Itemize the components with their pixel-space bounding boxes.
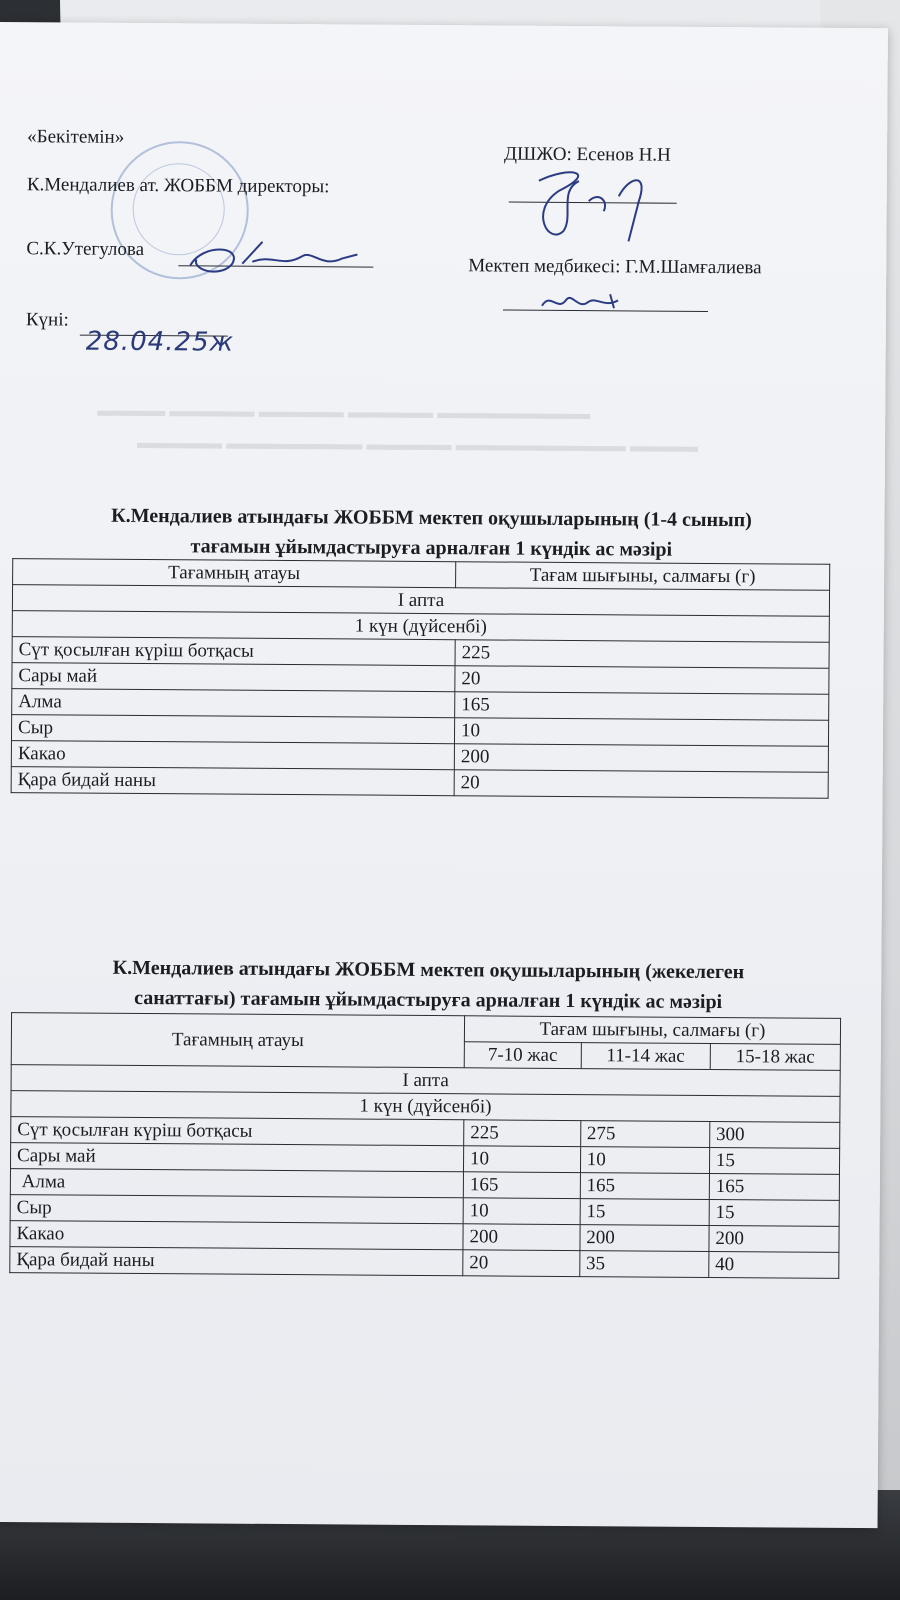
dish-name: Какао — [11, 741, 454, 770]
bleed-through-text: ▬▬▬▬▬ ▬▬▬▬▬▬▬▬ ▬▬▬▬▬ ▬▬▬▬▬▬▬▬▬▬ ▬▬▬▬ — [137, 432, 699, 456]
nurse-signature — [538, 288, 628, 317]
nurse-line: Мектеп медбикесі: Г.М.Шамғалиева — [468, 255, 762, 279]
menu2-title — [13, 952, 843, 1018]
col-name-header: Тағамның атауы — [11, 1013, 464, 1068]
dish-name: Алма — [10, 1169, 463, 1198]
weight-7-10: 165 — [463, 1172, 580, 1199]
menu2-title-line2: санаттағы) тағамын ұйымдастыруға арналған 1 күндік ас мәзірі — [134, 986, 723, 1014]
dish-weight: 225 — [455, 640, 829, 669]
weight-7-10: 200 — [463, 1224, 580, 1251]
weight-15-18: 40 — [709, 1251, 839, 1278]
table-row — [10, 1247, 839, 1279]
col-weight-header: Тағам шығыны, салмағы (г) — [464, 1016, 840, 1045]
weight-7-10: 225 — [464, 1120, 581, 1147]
weight-7-10: 10 — [463, 1146, 580, 1173]
dish-name: Сыр — [11, 715, 454, 744]
col-name-header: Тағамның атауы — [13, 559, 456, 588]
date-value: 28.04.25ж — [85, 326, 235, 358]
menu1-title — [16, 500, 846, 566]
weight-15-18: 15 — [709, 1147, 839, 1174]
menu2-title-line1: К.Мендалиев атындағы ЖОББМ мектеп оқушыларының (жекелеген — [112, 956, 745, 984]
col-weight-header: Тағам шығыны, салмағы (г) — [456, 562, 830, 591]
dish-name: Алма — [12, 689, 455, 718]
director-signature — [182, 233, 362, 284]
age-group-7-10: 7-10 жас — [464, 1042, 581, 1069]
dish-name: Сүт қосылған күріш ботқасы — [12, 637, 455, 666]
week-row: I апта — [12, 585, 829, 617]
weight-11-14: 35 — [579, 1251, 708, 1278]
weight-11-14: 165 — [580, 1173, 709, 1200]
weight-15-18: 15 — [709, 1199, 839, 1226]
age-group-11-14: 11-14 жас — [581, 1043, 710, 1070]
dish-name: Сыр — [10, 1195, 463, 1224]
weight-15-18: 165 — [709, 1173, 839, 1200]
director-name: С.К.Утегулова — [26, 238, 145, 261]
week-row: I апта — [11, 1065, 840, 1097]
weight-11-14: 15 — [580, 1199, 709, 1226]
weight-15-18: 200 — [709, 1225, 839, 1252]
bleed-through-text: ▬▬▬▬ ▬▬▬▬▬ ▬▬▬▬▬ ▬▬▬▬▬ ▬▬▬▬▬▬▬▬▬ — [97, 400, 591, 424]
weight-7-10: 20 — [463, 1250, 580, 1277]
dish-weight: 200 — [454, 744, 828, 773]
dish-name: Сары май — [12, 663, 455, 692]
dish-name: Какао — [10, 1221, 463, 1250]
dish-weight: 20 — [454, 770, 828, 799]
weight-11-14: 200 — [580, 1225, 709, 1252]
dshzho-line: ДШЖО: Есенов Н.Н — [504, 143, 671, 166]
dish-name: Қара бидай наны — [11, 767, 454, 796]
menu1-title-line1: К.Мендалиев атындағы ЖОББМ мектеп оқушыларының (1-4 сынып) — [111, 504, 752, 532]
age-group-15-18: 15-18 жас — [710, 1043, 840, 1070]
day-row: 1 күн (дүйсенбі) — [12, 611, 829, 643]
dish-name: Сары май — [10, 1143, 463, 1172]
menu2-table — [9, 1012, 841, 1279]
date-label: Күні: — [25, 309, 69, 331]
document-page — [0, 22, 888, 1528]
dish-weight: 10 — [454, 718, 828, 747]
weight-11-14: 10 — [580, 1147, 709, 1174]
table-header-row — [11, 1013, 840, 1045]
dshzho-signature — [518, 161, 669, 252]
weight-11-14: 275 — [580, 1121, 709, 1148]
dish-weight: 165 — [455, 692, 829, 721]
director-line: К.Мендалиев ат. ЖОББМ директоры: — [26, 174, 330, 198]
day-row: 1 күн (дүйсенбі) — [11, 1091, 840, 1123]
dish-name: Қара бидай наны — [10, 1247, 463, 1276]
dish-weight: 20 — [455, 666, 829, 695]
table-row — [11, 767, 828, 799]
approve-label: «Бекітемін» — [27, 126, 125, 148]
weight-15-18: 300 — [710, 1121, 840, 1148]
dish-name: Сүт қосылған күріш ботқасы — [11, 1117, 464, 1146]
menu1-table — [11, 558, 831, 799]
weight-7-10: 10 — [463, 1198, 580, 1225]
menu1-title-line2: тағамын ұйымдастыруға арналған 1 күндік ас мәзірі — [190, 535, 673, 561]
